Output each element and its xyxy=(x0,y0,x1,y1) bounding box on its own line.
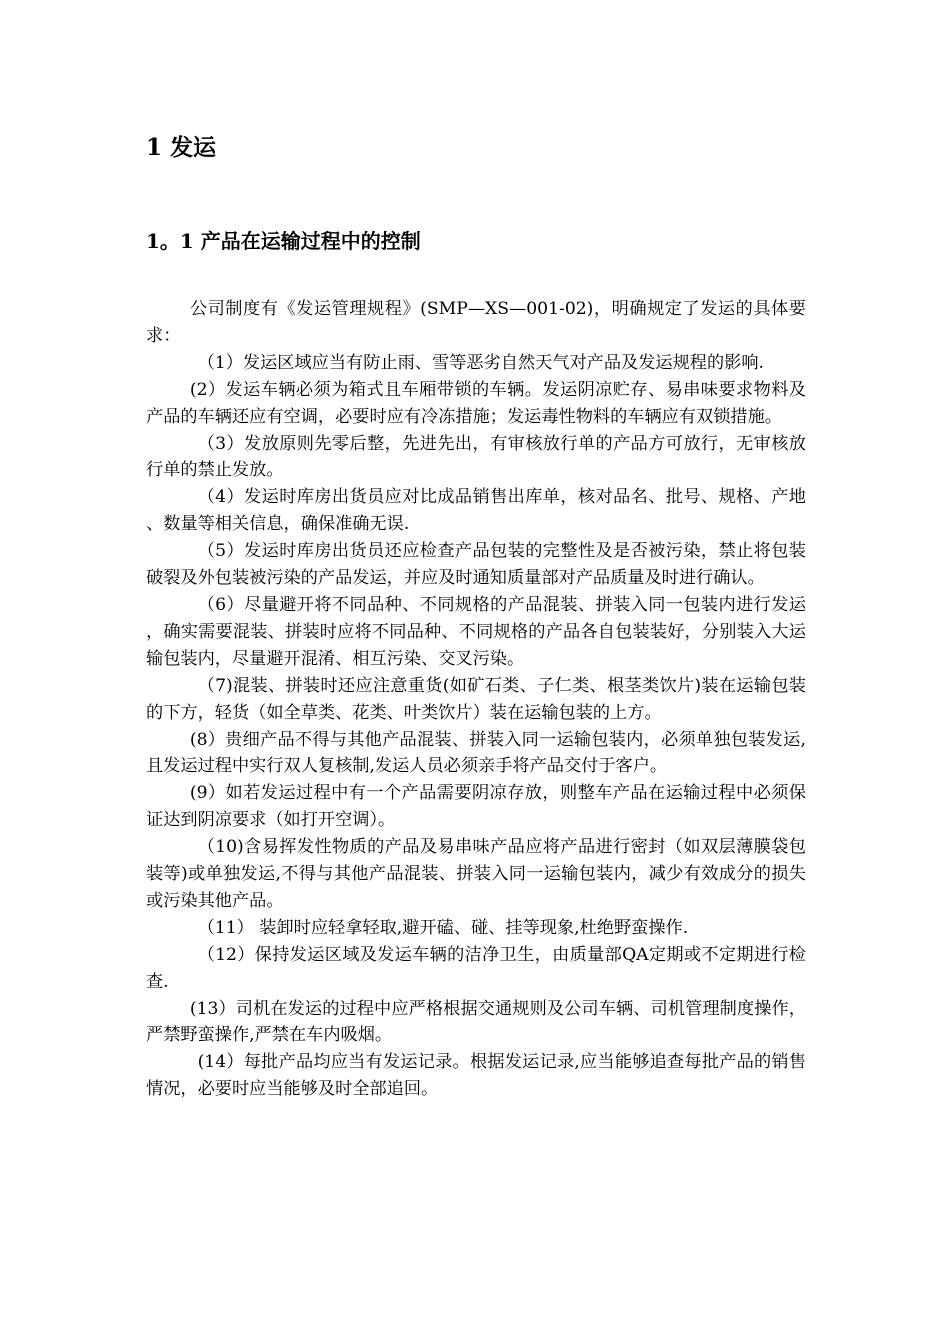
list-item-7: （7)混装、拼装时还应注意重货(如矿石类、子仁类、根茎类饮片)装在运输包装的下方，轻货（如全草类、花类、叶类饮片）装在运输包装的上方。 xyxy=(146,675,806,723)
list-item-2: (2）发运车辆必须为箱式且车厢带锁的车辆。发运阴凉贮存、易串味要求物料及产品的车辆还应有空调，必要时应有冷冻措施；发运毒性物料的车辆应有双锁措施。 xyxy=(146,379,806,427)
subsection-heading: 1。1 产品在运输过程中的控制 xyxy=(146,229,421,253)
list-item-4: （4）发运时库房出货员应对比成品销售出库单，核对品名、批号、规格、产地、数量等相关信息，确保准确无误. xyxy=(146,487,806,535)
body-text xyxy=(146,296,806,1103)
list-item-14: (14）每批产品均应当有发运记录。根据发运记录,应当能够追查每批产品的销售情况，必要时应当能够及时全部追回。 xyxy=(146,1052,806,1100)
list-item-9: (9）如若发运过程中有一个产品需要阴凉存放，则整车产品在运输过程中必须保证达到阴凉要求（如打开空调）。 xyxy=(146,783,806,831)
list-item-10: （10)含易挥发性物质的产品及易串味产品应将产品进行密封（如双层薄膜袋包装等)或单独发运,不得与其他产品混装、拼装入同一运输包装内，减少有效成分的损失或污染其他产品。 xyxy=(146,837,806,911)
list-item-12: （12）保持发运区域及发运车辆的洁净卫生，由质量部QA定期或不定期进行检查. xyxy=(146,944,806,992)
list-item-13: (13）司机在发运的过程中应严格根据交通规则及公司车辆、司机管理制度操作，严禁野蛮操作,严禁在车内吸烟。 xyxy=(146,998,806,1046)
list-item-3: （3）发放原则先零后整，先进先出，有审核放行单的产品方可放行，无审核放行单的禁止发放。 xyxy=(146,433,806,481)
list-item-6: （6）尽量避开将不同品种、不同规格的产品混装、拼装入同一包装内进行发运，确实需要混装、拼装时应将不同品种、不同规格的产品各自包装装好，分别装入大运输包装内，尽量避开混淆、相互污染、交叉污染。 xyxy=(146,594,806,669)
list-item-1: （1）发运区域应当有防止雨、雪等恶劣自然天气对产品及发运规程的影响. xyxy=(197,352,764,373)
list-item-8: (8）贵细产品不得与其他产品混装、拼装入同一运输包装内，必须单独包装发运,且发运过程中实行双人复核制,发运人员必须亲手将产品交付于客户。 xyxy=(146,729,806,777)
list-item-11: （11） 装卸时应轻拿轻取,避开磕、碰、挂等现象,杜绝野蛮操作. xyxy=(197,917,689,938)
list-item-5: （5）发运时库房出货员还应检查产品包装的完整性及是否被污染，禁止将包装破裂及外包装被污染的产品发运，并应及时通知质量部对产品质量及时进行确认。 xyxy=(146,541,806,589)
section-heading: 1 发运 xyxy=(146,134,217,161)
intro-paragraph: 公司制度有《发运管理规程》(SMP—XS—001-02)，明确规定了发运的具体要求： xyxy=(146,299,806,346)
